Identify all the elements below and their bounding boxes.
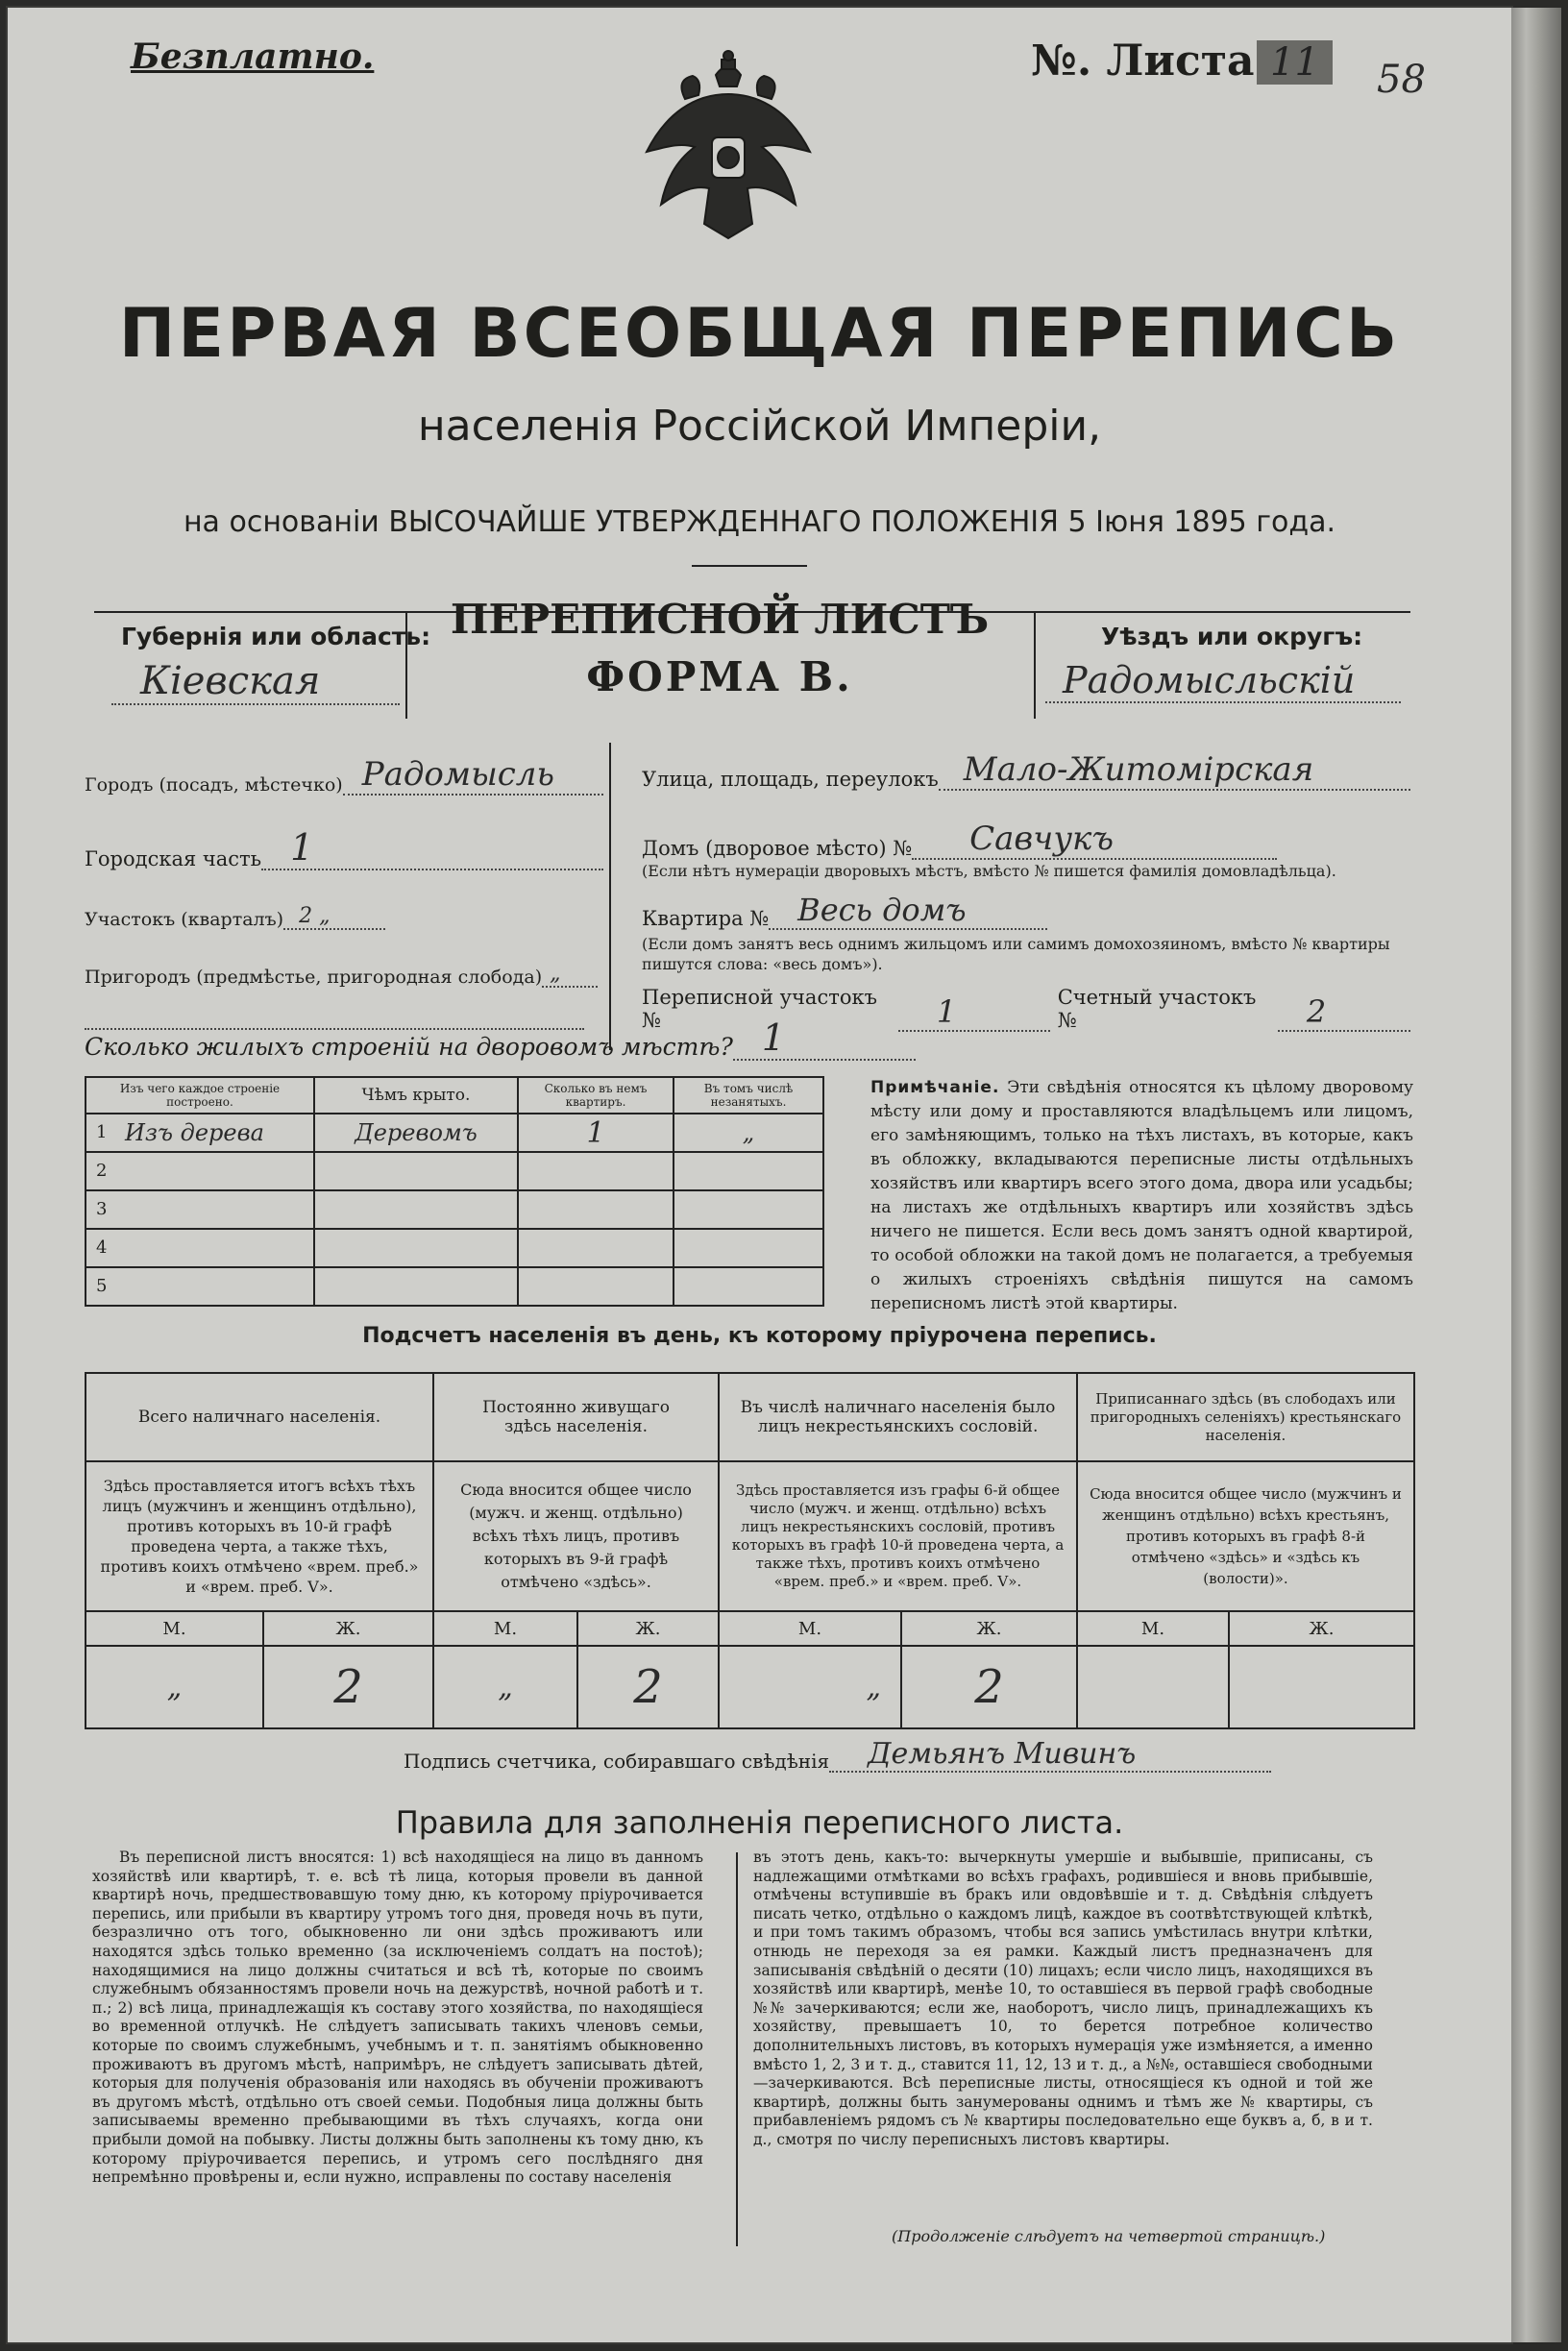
- street-label: Улица, площадь, переулокъ: [642, 768, 939, 791]
- col-apartments-header: Сколько въ немъ квартиръ.: [518, 1077, 674, 1114]
- pop-col-peasant-desc: Сюда вносится общее число (мужчинъ и женщинъ отдѣльно) всѣхъ крестьянъ, противъ которыхъ въ графѣ 8-й отмѣчено «здѣсь» и «здѣсь къ (волости)».: [1077, 1461, 1414, 1611]
- material-cell: Изъ дерева: [125, 1119, 264, 1146]
- city-part-label: Городская часть: [85, 847, 262, 870]
- male-header: М.: [719, 1611, 901, 1646]
- gubernia-label: Губернія или область:: [121, 623, 431, 650]
- female-header: Ж.: [901, 1611, 1077, 1646]
- uezd-value: Радомысльскій: [1045, 659, 1401, 703]
- pop-col-nonpeasant-title: Въ числѣ наличнаго населенія было лицъ некрестьянскихъ сословій.: [719, 1373, 1077, 1461]
- row-number: 5: [96, 1276, 108, 1296]
- female-header: Ж.: [1229, 1611, 1414, 1646]
- buildings-question: Сколько жилыхъ строеній на дворовомъ мѣстѣ?: [85, 1033, 733, 1061]
- peasant-female-value: [1229, 1646, 1414, 1728]
- district-value: 2 „: [283, 904, 385, 930]
- pop-col-permanent-title: Постоянно живущаго здѣсь населенія.: [433, 1373, 719, 1461]
- subtitle: населенія Россійской Имперіи,: [417, 402, 1102, 451]
- census-sheet: [8, 8, 1511, 2342]
- row-number: 1: [96, 1122, 108, 1142]
- basis-line: на основаніи ВЫСОЧАЙШЕ УТВЕРЖДЕННАГО ПОЛОЖЕНІЯ 5 Іюня 1895 года.: [183, 505, 1336, 539]
- female-header: Ж.: [577, 1611, 719, 1646]
- col-roof-header: Чѣмъ крыто.: [314, 1077, 518, 1114]
- suburb-value: „: [542, 962, 598, 988]
- pop-col-permanent-desc: Сюда вносится общее число (мужч. и женщ. отдѣльно) всѣхъ тѣхъ лицъ, противъ которыхъ въ 9-й графѣ отмѣчено «здѣсь».: [433, 1461, 719, 1611]
- form-title: ПЕРЕПИСНОЙ ЛИСТЪ: [450, 596, 990, 643]
- pop-col-total-title: Всего наличнаго населенія.: [86, 1373, 433, 1461]
- male-header: М.: [1077, 1611, 1229, 1646]
- counting-district-value: 2: [1278, 993, 1410, 1032]
- free-label: Безплатно.: [131, 37, 375, 77]
- left-address-block: [85, 738, 603, 1030]
- signature-label: Подпись счетчика, собиравшаго свѣдѣнія: [404, 1750, 830, 1773]
- main-title: ПЕРВАЯ ВСЕОБЩАЯ ПЕРЕПИСЬ: [118, 294, 1401, 373]
- suburb-label: Пригородъ (предмѣстье, пригородная слобода): [85, 967, 543, 988]
- male-header: М.: [433, 1611, 577, 1646]
- row-number: 4: [96, 1237, 108, 1258]
- vacant-cell: „: [674, 1114, 823, 1152]
- city-part-value: 1: [261, 826, 603, 870]
- population-heading: Подсчетъ населенія въ день, къ которому пріурочена перепись.: [362, 1324, 1157, 1348]
- counting-district-label: Счетный участокъ №: [1057, 986, 1257, 1032]
- buildings-question-row: [85, 1016, 916, 1061]
- buildings-table: [85, 1076, 824, 1307]
- city-value: Радомысль: [343, 755, 603, 796]
- census-district-label: Переписной участокъ №: [642, 986, 877, 1032]
- table-row: [86, 1229, 823, 1267]
- form-letter: ФОРМА В.: [586, 653, 853, 700]
- table-row: [86, 1190, 823, 1229]
- sheet-number-value: 11: [1257, 40, 1333, 85]
- permanent-male-value: „: [433, 1646, 577, 1728]
- title-divider: [692, 565, 807, 567]
- row-number: 2: [96, 1161, 108, 1181]
- apartments-cell: 1: [518, 1114, 674, 1152]
- table-row: [86, 1152, 823, 1190]
- street-value: Мало-Житомірская: [939, 750, 1410, 791]
- female-header: Ж.: [263, 1611, 433, 1646]
- sheet-number-label: №. Листа: [1031, 37, 1255, 86]
- right-address-block: [642, 733, 1410, 1032]
- corner-mark: 58: [1377, 58, 1426, 102]
- uezd-label: Уѣздъ или округъ:: [1101, 623, 1363, 650]
- peasant-male-value: [1077, 1646, 1229, 1728]
- apartment-value: Весь домъ: [769, 892, 1047, 930]
- col-material-header: Изъ чего каждое строеніе построено.: [86, 1077, 314, 1114]
- city-label: Городъ (посадъ, мѣстечко): [85, 774, 343, 796]
- gender-values-row: [86, 1646, 1414, 1728]
- house-value: Савчукъ: [912, 820, 1277, 860]
- gubernia-value: Кіевская: [111, 659, 400, 705]
- row-number: 3: [96, 1199, 108, 1219]
- nonpeasant-female-value: 2: [901, 1646, 1077, 1728]
- pop-col-total-desc: Здѣсь проставляется итогъ всѣхъ тѣхъ лицъ (мужчинъ и женщинъ отдѣльно), противъ которыхъ въ 10-й графѣ проведена черта, а также тѣхъ, противъ коихъ отмѣчено «врем. преб.» и «врем. преб. V».: [86, 1461, 433, 1611]
- rules-column-1: Въ переписной листъ вносятся: 1) всѣ находящіеся на лицо въ данномъ хозяйствѣ или квартирѣ, т. е. всѣ тѣ лица, которыя провели въ данной квартирѣ ночь, предшествовавшую тому дню, къ которому пріурочивается перепись, или прибыли въ квартиру утромъ того дня, проведя ночь въ пути, безразлично отъ того, обыкновенно ли они здѣсь проживаютъ или находятся здѣсь только временно (за исключеніемъ солдатъ на постоѣ); находящимися на лицо должны считаться и всѣ тѣ, которые по своимъ служебнымъ обязанностямъ провели ночь на дежурствѣ, ночной работѣ и т. п.; 2) всѣ лица, принадлежащія къ составу этого хозяйства, по находящіеся во временной отлучкѣ. Не слѣдуетъ записывать такихъ членовъ семьи, которые по своимъ служебнымъ, учебнымъ и т. п. занятіямъ обыкновенно проживаютъ въ другомъ мѣстѣ, напримѣръ, не слѣдуетъ записывать дѣтей, которыя для полученія образованія или находясь въ обученіи проживаютъ въ другомъ мѣстѣ, отдѣльно отъ своей семьи. Подобныя лица должны быть записываемы временно пребывающими въ тѣхъ случаяхъ, когда они прибыли домой на побывку. Листы должны быть заполнены къ тому дню, къ которому пріурочивается перепись, и утромъ сего послѣдняго дня непремѣнно провѣрены и, если нужно, исправлены по составу населенія: [92, 1849, 703, 2187]
- rules-continued-note: (Продолженіе слѣдуетъ на четвертой страницѣ.): [892, 2227, 1326, 2245]
- total-female-value: 2: [263, 1646, 433, 1728]
- population-table: [85, 1372, 1415, 1729]
- total-male-value: „: [86, 1646, 263, 1728]
- signature-row: [404, 1737, 1271, 1773]
- house-note: (Если нѣтъ нумераціи дворовыхъ мѣстъ, вмѣсто № пишется фамилія домовладѣльца).: [642, 862, 1336, 880]
- nonpeasant-male-value: „: [719, 1646, 901, 1728]
- permanent-female-value: 2: [577, 1646, 719, 1728]
- address-divider: [609, 743, 611, 1050]
- pop-col-peasant-title: Приписаннаго здѣсь (въ слободахъ или пригородныхъ селеніяхъ) крестьянскаго населенія.: [1077, 1373, 1414, 1461]
- binding-edge: [1511, 8, 1561, 2342]
- male-header: М.: [86, 1611, 263, 1646]
- double-headed-eagle-emblem: [627, 46, 829, 248]
- gender-header-row: [86, 1611, 1414, 1646]
- district-label: Участокъ (кварталъ): [85, 909, 284, 930]
- apartment-label: Квартира №: [642, 907, 770, 930]
- note-text: Эти свѣдѣнія относятся къ цѣлому двоpовому мѣсту или дому и проставляются владѣльцемъ или лицомъ, его замѣняющимъ, только на тѣхъ листахъ, въ которые, какъ въ обложку, вкладываются переписные листы отдѣльныхъ хозяйствъ или квартиръ всего этого дома, двора или усадьбы; на листахъ же отдѣльныхъ квартиръ или хозяйствъ здѣсь ничего не пишется. Если весь домъ занятъ одной квартирой, то особой обложки на такой домъ не полагается, а требуемыя о жилыхъ строеніяхъ свѣдѣнія пишутся на самомъ переписномъ листѣ этой квартиры.: [870, 1078, 1413, 1313]
- table-row: [86, 1114, 823, 1152]
- table-row: [86, 1267, 823, 1306]
- house-label: Домъ (дворовое мѣсто) №: [642, 837, 913, 860]
- col-vacant-header: Въ томъ числѣ незанятыхъ.: [674, 1077, 823, 1114]
- rules-column-2: въ этотъ день, какъ-то: вычеркнуты умершіе и выбывшіе, приписаны, съ надлежащими отмѣтками во всѣхъ графахъ, родившіеся и вновь прибывшіе, отмѣчены вступившіе въ бракъ или овдовѣвшіе и т. д. Свѣдѣнія слѣдуетъ писать четко, отдѣльно о каждомъ лицѣ, каждое въ соотвѣтствующей клѣткѣ, и при томъ такимъ образомъ, чтобы вся запись умѣстилась внутри клѣтки, отнюдь не переходя за ея рамки. Каждый листъ предназначенъ для записыванія свѣдѣній о десяти (10) лицахъ; если число лицъ, находящихся въ хозяйствѣ или квартирѣ, менѣе 10, то оставшіеся въ первой графѣ свободные №№ зачеркиваются; если же, наоборотъ, число лицъ, принадлежащихъ къ хозяйству, превышаетъ 10, то берется потребное количество дополнительныхъ листовъ, въ которыхъ нумерація уже измѣняется, а именно вмѣсто 1, 2, 3 и т. д., ставится 11, 12, 13 и т. д., а №№, оставшіеся свободными—зачеркиваются. Всѣ переписные листы, относящіеся къ одной и той же квартирѣ, должны быть занумерованы однимъ и тѣмъ же № квартиры, съ прибавленіемъ рядомъ съ № квартиры последовательно еще буквъ а, б, в и т. д., смотря по числу переписныхъ листовъ квартиры.: [753, 1849, 1373, 2148]
- rules-divider: [736, 1852, 738, 2246]
- note-block: [870, 1076, 1413, 1316]
- pop-col-nonpeasant-desc: Здѣсь проставляется изъ графы 6-й общее число (мужч. и женщ. отдѣльно) всѣхъ лицъ некрестьянскихъ сословій, противъ которыхъ въ графѣ 10-й проведена черта, а также тѣхъ, противъ коихъ отмѣчено «врем. преб.» и «врем. преб. V».: [719, 1461, 1077, 1611]
- signature-value: Демьянъ Мивинъ: [829, 1737, 1271, 1773]
- apartment-note: (Если домъ занятъ весь однимъ жильцомъ или самимъ домохозяиномъ, вмѣсто № квартиры пишутся слова: «весь домъ»).: [642, 935, 1390, 973]
- roof-cell: Деревомъ: [314, 1114, 518, 1152]
- buildings-answer: 1: [733, 1016, 916, 1061]
- census-district-value: 1: [898, 993, 1050, 1032]
- rules-title: Правила для заполненія переписного листа.: [395, 1804, 1124, 1841]
- note-label: Примѣчаніе.: [870, 1078, 1000, 1097]
